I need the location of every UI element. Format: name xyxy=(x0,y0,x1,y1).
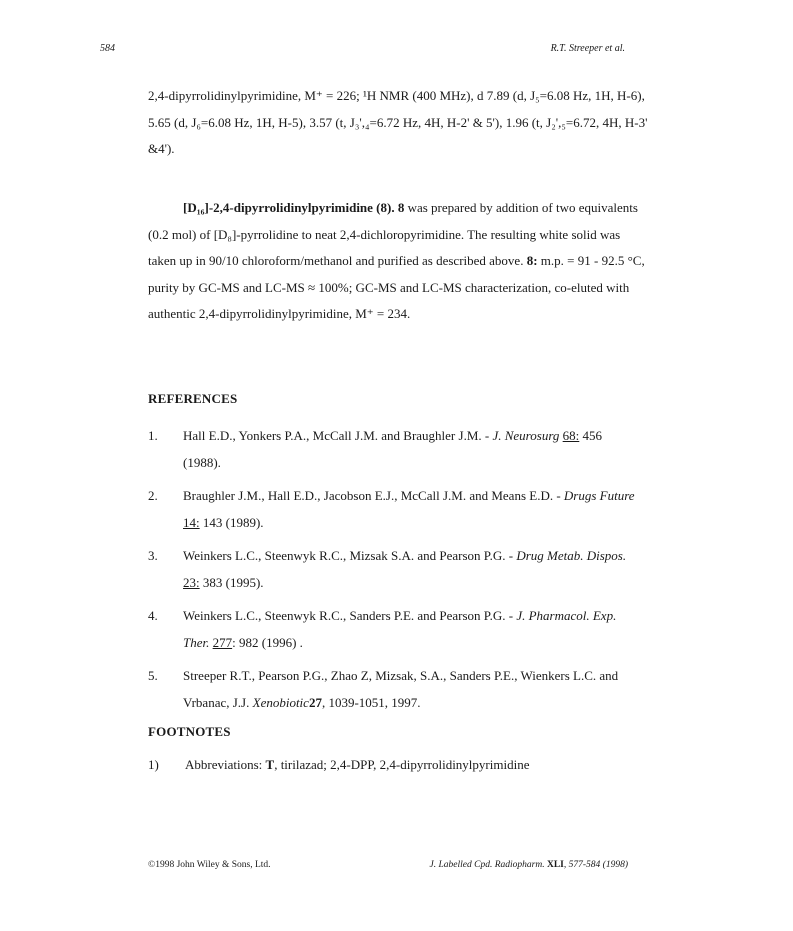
reference-number: 1. xyxy=(148,428,158,443)
reference-volume: 14: xyxy=(183,514,200,530)
reference-item xyxy=(148,423,668,476)
reference-item xyxy=(148,603,668,656)
nmr-data-paragraph: 2,4-dipyrrolidinylpyrimidine, M⁺ = 226; ¹H NMR (400 MHz), d 7.89 (d, J₅=6.08 Hz, 1H, H-6), 5.65 (d, J₆=6.08 Hz, 1H, H-5), 3.57 (t, J₃',₄=6.72 Hz, 4H, H-2' & 5'), 1.96 (t, J₂',₅=6.72, 4H, H-3' &4'). xyxy=(148,88,648,156)
footnote-number: 1) xyxy=(148,757,159,772)
reference-journal: Xenobiotic xyxy=(252,694,309,710)
reference-number: 5. xyxy=(148,668,158,683)
reference-text xyxy=(183,603,643,656)
page-number: 584 xyxy=(100,43,115,54)
reference-journal: Drugs Future xyxy=(563,488,635,503)
reference-journal: Drug Metab. Dispos. xyxy=(516,548,627,563)
reference-pages: , 1039-1051, 1997. xyxy=(321,694,421,710)
reference-authors: Weinkers L.C., Steenwyk R.C., Mizsak S.A. and Pearson P.G. - xyxy=(183,548,517,563)
footnote-body: , tirilazad; 2,4-DPP, 2,4-dipyrrolidinylpyrimidine xyxy=(274,757,530,772)
reference-pages: 456 (1988). xyxy=(183,428,603,470)
reference-text xyxy=(183,483,643,536)
footnote-text xyxy=(185,752,529,778)
footnote-item xyxy=(148,752,529,778)
reference-pages: 143 (1989). xyxy=(199,514,264,530)
running-head xyxy=(0,43,793,63)
reference-text xyxy=(183,663,643,716)
reference-authors: Braughler J.M., Hall E.D., Jacobson E.J., McCall J.M. and Means E.D. - xyxy=(183,488,564,503)
reference-text xyxy=(183,423,643,476)
reference-authors: Hall E.D., Yonkers P.A., McCall J.M. and Braughler J.M. - xyxy=(183,428,493,443)
compound-8-paragraph xyxy=(148,195,648,328)
reference-item xyxy=(148,663,668,716)
journal-name: J. Labelled Cpd. Radiopharm. xyxy=(429,860,545,870)
compound-ref: 8 xyxy=(397,200,405,215)
reference-authors: Weinkers L.C., Steenwyk R.C., Sanders P.E. and Pearson P.G. - xyxy=(183,608,517,623)
reference-number: 2. xyxy=(148,488,158,503)
compound-data-label: 8: xyxy=(526,253,538,268)
reference-number: 4. xyxy=(148,608,158,623)
reference-journal: J. Neurosurg xyxy=(492,428,560,443)
reference-authors: Streeper R.T., Pearson P.G., Zhao Z, Mizsak, S.A., Sanders P.E., Wienkers L.C. and Vrbanac, J.J. xyxy=(183,668,619,710)
synthesis-text: was prepared by addition of two equivalents (0.2 mol) of [D₈]-pyrrolidine to neat 2,4-dichloropyrimidine. The resulting white solid was taken up in 90/10 chloroform/methanol and purified as described above. xyxy=(148,200,638,268)
compound-data-text: m.p. = 91 - 92.5 °C, purity by GC-MS and LC-MS ≈ 100%; GC-MS and LC-MS characterization, co-eluted with authentic 2,4-dipyrrolidinylpyrimidine, M⁺ = 234. xyxy=(148,253,645,321)
compound-title: [D₁₆]-2,4-dipyrrolidinylpyrimidine (8). xyxy=(183,200,395,215)
reference-number: 3. xyxy=(148,548,158,563)
running-author: R.T. Streeper et al. xyxy=(550,43,625,54)
reference-pages: 383 (1995). xyxy=(199,574,264,590)
reference-list xyxy=(148,423,668,723)
reference-volume: 23: xyxy=(183,574,200,590)
reference-item xyxy=(148,543,668,596)
footnote-term: T xyxy=(265,757,275,772)
footnotes-heading: FOOTNOTES xyxy=(148,724,231,739)
reference-volume: 27 xyxy=(308,694,322,710)
reference-text xyxy=(183,543,643,596)
journal-pages: , 577-584 (1998) xyxy=(563,860,628,870)
reference-volume: 277 xyxy=(212,634,233,650)
journal-citation xyxy=(430,860,628,870)
reference-item xyxy=(148,483,668,536)
reference-pages: : 982 (1996) . xyxy=(232,634,303,650)
footnote-prefix: Abbreviations: xyxy=(185,757,266,772)
journal-volume: XLI xyxy=(546,860,564,870)
reference-journal: J. Pharmacol. Exp. Ther. xyxy=(183,608,617,650)
reference-volume: 68: xyxy=(562,428,580,443)
references-heading: REFERENCES xyxy=(148,391,238,406)
copyright-notice: ©1998 John Wiley & Sons, Ltd. xyxy=(148,860,271,870)
